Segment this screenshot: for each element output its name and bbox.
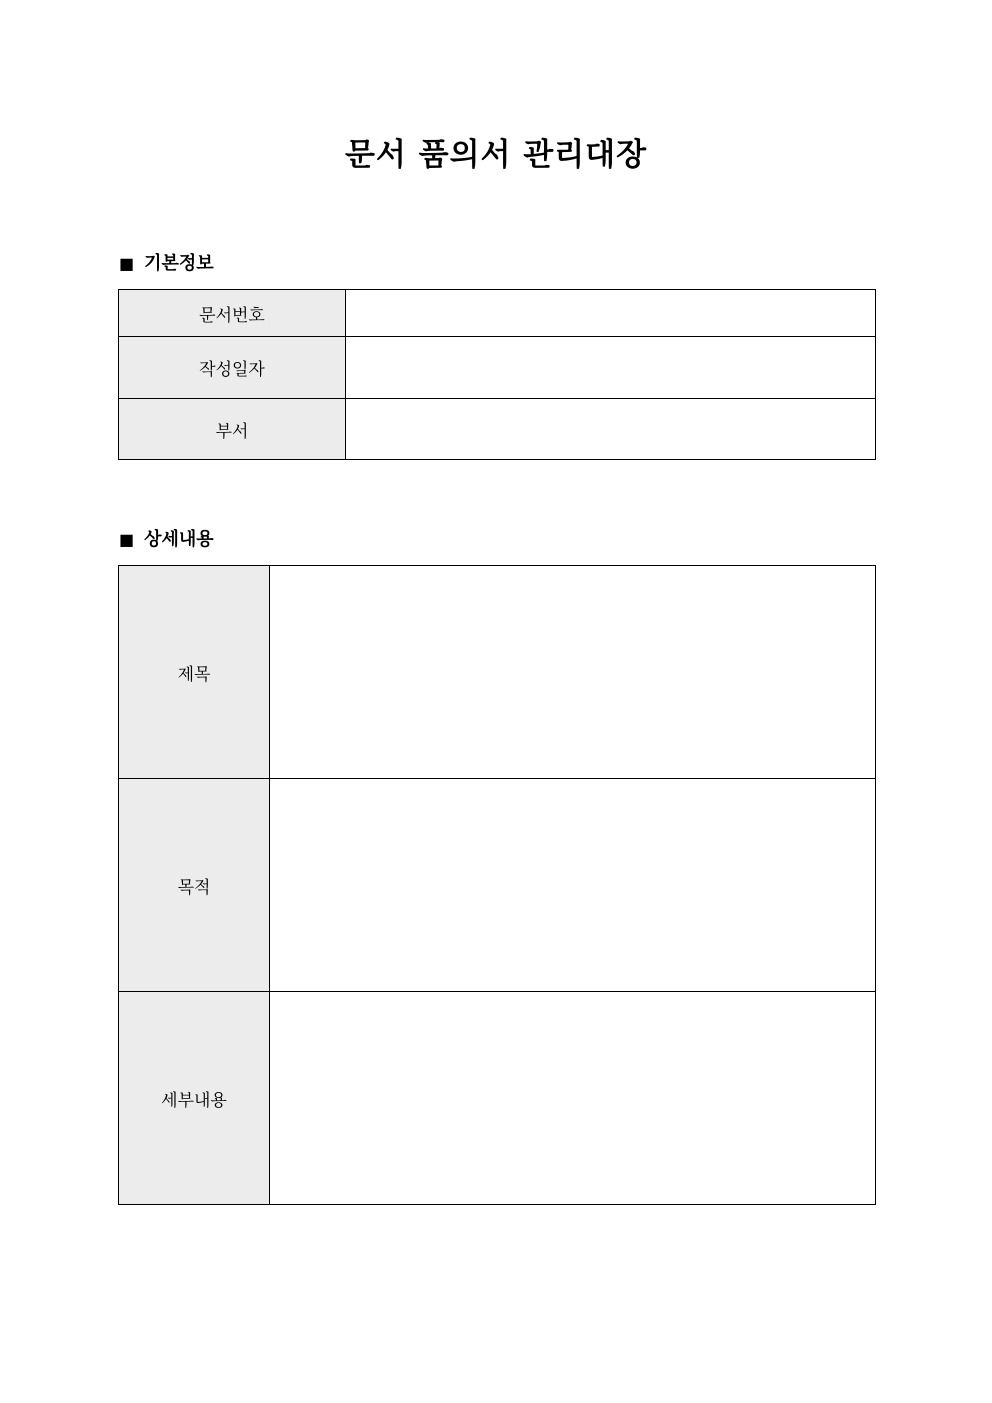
document-number-field[interactable] [346, 290, 876, 337]
square-bullet-icon: ■ [119, 254, 135, 273]
square-bullet-icon: ■ [119, 530, 135, 549]
basic-info-table [118, 289, 876, 460]
department-field[interactable] [346, 399, 876, 460]
section-heading-label: 상세내용 [144, 529, 214, 550]
section-heading-label: 기본정보 [144, 253, 214, 274]
table-row [119, 992, 876, 1205]
page-title: 문서 품의서 관리대장 [344, 137, 648, 173]
purpose-label: 목적 [119, 779, 270, 992]
table-row [119, 399, 876, 460]
table-row [119, 779, 876, 992]
details-label: 세부내용 [119, 992, 270, 1205]
created-date-field[interactable] [346, 337, 876, 399]
purpose-field[interactable] [270, 779, 876, 992]
table-row [119, 337, 876, 399]
document-number-label: 문서번호 [119, 290, 346, 337]
department-label: 부서 [119, 399, 346, 460]
detail-info-table [118, 565, 876, 1205]
details-field[interactable] [270, 992, 876, 1205]
table-row [119, 566, 876, 779]
created-date-label: 작성일자 [119, 337, 346, 399]
subject-field[interactable] [270, 566, 876, 779]
subject-label: 제목 [119, 566, 270, 779]
section-heading-basic-info [119, 252, 214, 276]
table-row [119, 290, 876, 337]
section-heading-detail-info [119, 528, 214, 552]
